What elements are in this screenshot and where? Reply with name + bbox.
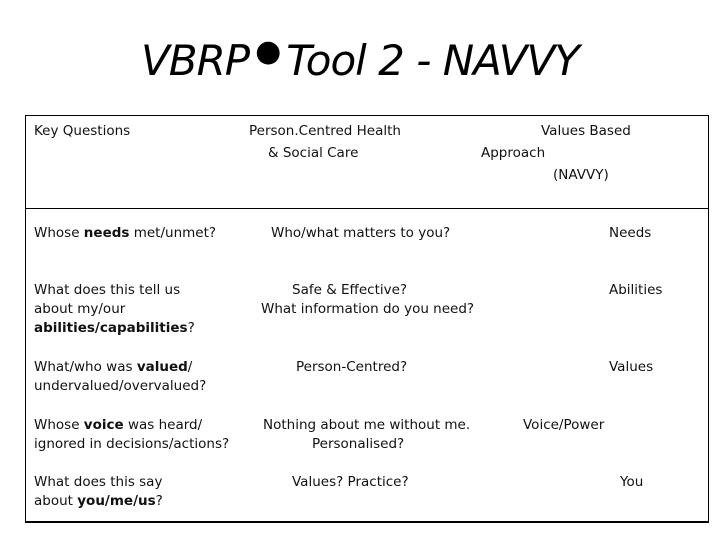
row5-question-line2: about you/me/us? bbox=[34, 493, 163, 509]
row3-navvy: Values bbox=[609, 359, 654, 375]
row5-pc: Values? Practice? bbox=[292, 474, 409, 490]
row1-navvy: Needs bbox=[609, 225, 652, 241]
row2-question-line3: abilities/capabilities? bbox=[34, 320, 195, 336]
title-rest: Tool 2 - NAVVY bbox=[286, 36, 579, 85]
row4-pc-line2: Personalised? bbox=[312, 436, 405, 452]
row5-navvy: You bbox=[620, 474, 644, 490]
row2-pc-line2: What information do you need? bbox=[261, 301, 475, 317]
header-vba-line3: (NAVVY) bbox=[553, 167, 609, 183]
header-key-questions: Key Questions bbox=[34, 123, 131, 139]
row1-pc: Who/what matters to you? bbox=[271, 225, 451, 241]
row2-pc-line1: Safe & Effective? bbox=[292, 282, 408, 298]
title-main: VBRP bbox=[141, 36, 250, 85]
bullet-icon: ● bbox=[255, 34, 281, 69]
row1-question: Whose needs met/unmet? bbox=[34, 225, 217, 241]
header-vba-line2: Approach bbox=[481, 145, 546, 161]
row3-question-line1: What/who was valued/ bbox=[34, 359, 193, 375]
row4-pc-line1: Nothing about me without me. bbox=[263, 417, 471, 433]
row3-question-line2: undervalued/overvalued? bbox=[34, 378, 207, 394]
row5-question-line1: What does this say bbox=[34, 474, 163, 490]
row4-question-line1: Whose voice was heard/ bbox=[34, 417, 203, 433]
header-divider bbox=[25, 208, 709, 209]
row3-pc: Person-Centred? bbox=[296, 359, 408, 375]
row4-question-line2: ignored in decisions/actions? bbox=[34, 436, 230, 452]
header-pc-line2: & Social Care bbox=[268, 145, 359, 161]
page-title bbox=[0, 34, 720, 85]
row4-navvy: Voice/Power bbox=[523, 417, 605, 433]
row2-question-line2: about my/our bbox=[34, 301, 126, 317]
row2-navvy: Abilities bbox=[609, 282, 663, 298]
header-pc-line1: Person.Centred Health bbox=[249, 123, 401, 139]
row2-question-line1: What does this tell us bbox=[34, 282, 181, 298]
header-vba-line1: Values Based bbox=[541, 123, 631, 139]
